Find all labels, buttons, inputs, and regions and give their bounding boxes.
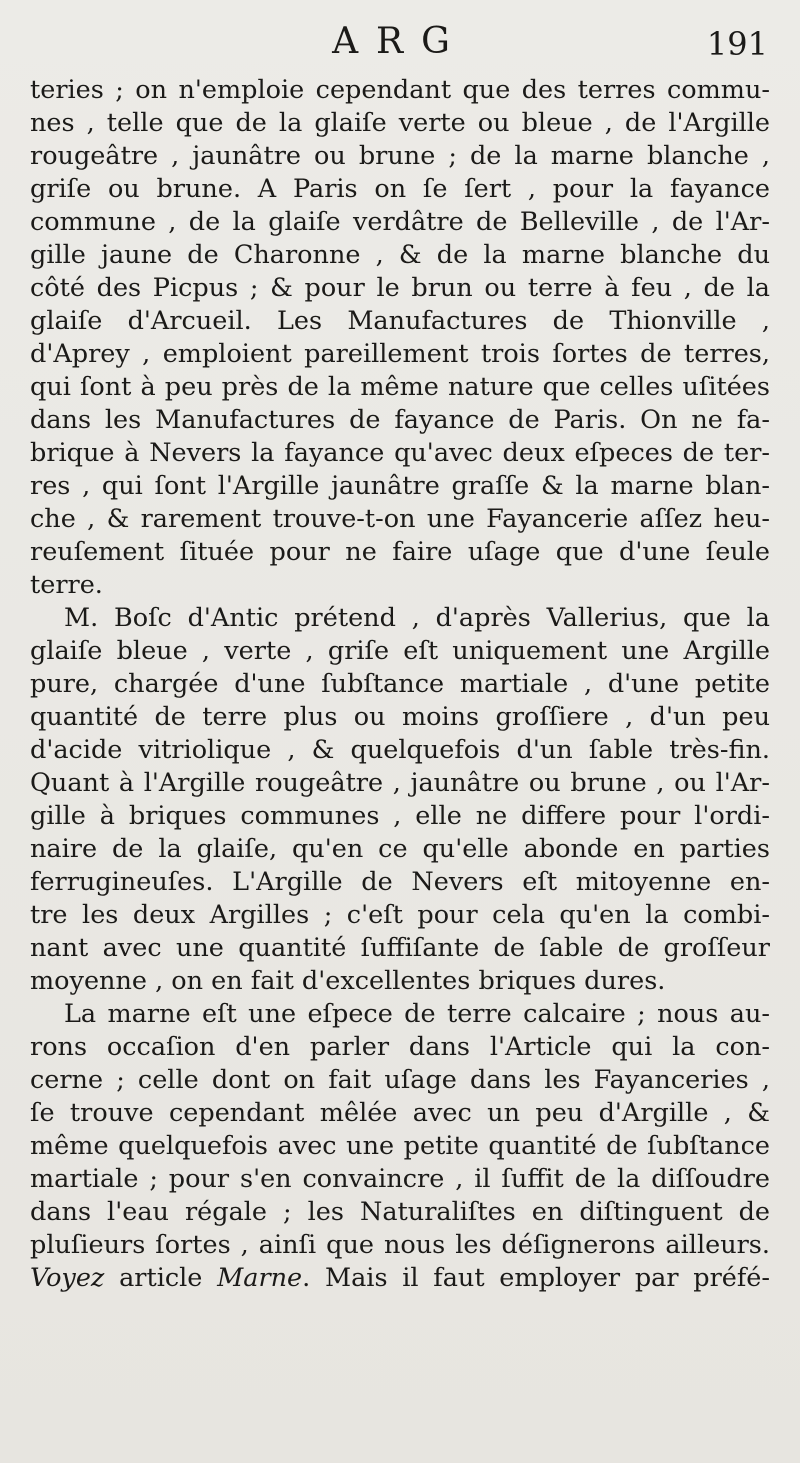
text-line: même quelquefois avec une petite quantité de ſubſtance xyxy=(30,1131,770,1161)
text-line: teries ; on n'emploie cependant que des terres commu- xyxy=(30,75,770,105)
text-line: tre les deux Argilles ; c'eſt pour cela qu'en la combi- xyxy=(30,900,770,930)
text-line: d'Aprey , emploient pareillement trois ſortes de terres, xyxy=(30,339,770,369)
text-line: martiale ; pour s'en convaincre , il ſuffit de la diſſoudre xyxy=(30,1164,770,1194)
text-line: brique à Nevers la fayance qu'avec deux eſpeces de ter- xyxy=(30,438,770,468)
text-line: moyenne , on en fait d'excellentes briques dures. xyxy=(30,966,666,996)
running-head: ARG xyxy=(332,21,468,62)
text-line: rougeâtre , jaunâtre ou brune ; de la marne blanche , xyxy=(30,141,770,171)
text-line: dans les Manufactures de fayance de Paris. On ne fa- xyxy=(30,405,770,435)
text-line: glaiſe bleue , verte , griſe eſt uniquement une Argille xyxy=(30,636,770,666)
marne-reference: Marne xyxy=(217,1263,303,1293)
text-line: reuſement ſituée pour ne faire uſage que d'une ſeule xyxy=(30,537,770,567)
text-line: nes , telle que de la glaiſe verte ou bleue , de l'Argille xyxy=(30,108,770,138)
text-line: Quant à l'Argille rougeâtre , jaunâtre ou brune , ou l'Ar- xyxy=(30,768,770,798)
text-line: côté des Picpus ; & pour le brun ou terre à feu , de la xyxy=(30,273,770,303)
text-line: gille jaune de Charonne , & de la marne blanche du xyxy=(30,240,770,270)
text-line: M. Boſc d'Antic prétend , d'après Vallerius, que la xyxy=(64,603,770,633)
body-text xyxy=(30,74,770,1295)
page-header xyxy=(30,20,770,64)
text-line: res , qui ſont l'Argille jaunâtre graſſe & la marne blan- xyxy=(30,471,770,501)
text-line: ferrugineuſes. L'Argille de Nevers eſt mitoyenne en- xyxy=(30,867,770,897)
voyez-word: Voyez xyxy=(30,1263,105,1293)
text-line: d'acide vitriolique , & quelquefois d'un ſable très-fin. xyxy=(30,735,770,765)
text-line: griſe ou brune. A Paris on ſe ſert , pour la fayance xyxy=(30,174,770,204)
text-line: gille à briques communes , elle ne differe pour l'ordi- xyxy=(30,801,770,831)
text-line: naire de la glaiſe, qu'en ce qu'elle abonde en parties xyxy=(30,834,770,864)
text-line: rons occaſion d'en parler dans l'Article qui la con- xyxy=(30,1032,770,1062)
text-line: ſe trouve cependant mêlée avec un peu d'Argille , & xyxy=(30,1098,770,1128)
text-line: dans l'eau régale ; les Naturaliſtes en diſtinguent de xyxy=(30,1197,770,1227)
text-line: commune , de la glaiſe verdâtre de Belleville , de l'Ar- xyxy=(30,207,770,237)
article-word: article xyxy=(104,1263,218,1293)
text-line: che , & rarement trouve-t-on une Fayancerie aſſez heu- xyxy=(30,504,770,534)
text-line: qui ſont à peu près de la même nature que celles uſitées xyxy=(30,372,770,402)
text-line: pluſieurs ſortes , ainſi que nous les déſignerons ailleurs. xyxy=(30,1230,770,1260)
final-line-rest: . Mais il faut employer par préfé- xyxy=(302,1263,770,1293)
text-line: nant avec une quantité ſuffiſante de ſable de groſſeur xyxy=(30,933,770,963)
text-line: cerne ; celle dont on fait uſage dans les Fayanceries , xyxy=(30,1065,770,1095)
text-line: glaiſe d'Arcueil. Les Manufactures de Thionville , xyxy=(30,306,770,336)
text-line: pure, chargée d'une ſubſtance martiale , d'une petite xyxy=(30,669,770,699)
text-line: terre. xyxy=(30,570,103,600)
text-line: quantité de terre plus ou moins groſſiere , d'un peu xyxy=(30,702,770,732)
text-line: La marne eſt une eſpece de terre calcaire ; nous au- xyxy=(64,999,770,1029)
text-line-final xyxy=(30,1262,770,1295)
page-number: 191 xyxy=(706,25,768,63)
